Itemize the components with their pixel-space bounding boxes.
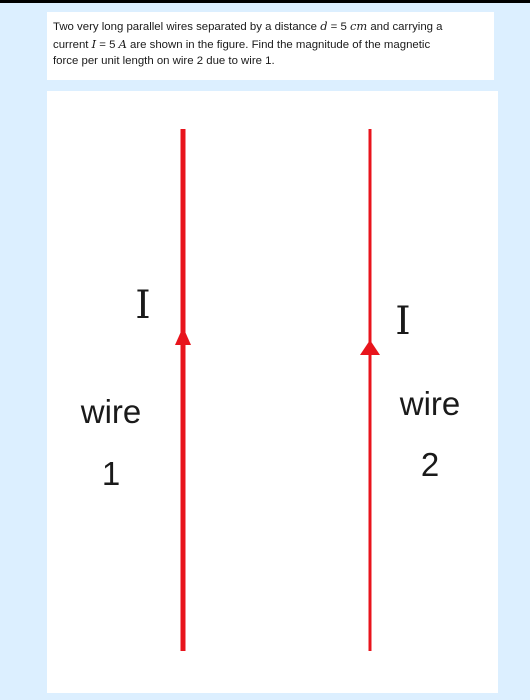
current-unit: A: [118, 36, 127, 51]
wires-figure: [47, 91, 498, 693]
wire-2-arrow-icon: [360, 340, 380, 355]
question-line-2-end: are shown in the figure. Find the magnitude of the magnetic: [126, 38, 431, 51]
question-line-1-start: Two very long parallel wires separated by a distance: [53, 21, 321, 33]
question-line-1-end: and carrying a: [367, 21, 443, 33]
question-line-2: [53, 36, 488, 54]
distance-value: 5: [340, 21, 350, 33]
wire-1-arrow-icon: [175, 327, 191, 345]
equals-sign-1: =: [327, 21, 341, 33]
question-line-2-start: current: [53, 38, 92, 51]
question-text-box: [47, 12, 494, 80]
wire-2-label-number: 2: [420, 446, 440, 483]
current-variable: I: [91, 36, 97, 51]
wire-2-current-label: I: [395, 299, 411, 344]
wire-1-current-label: I: [135, 283, 151, 328]
wire-2-label-word: wire: [399, 385, 461, 422]
question-line-3: force per unit length on wire 2 due to wire 1.: [53, 55, 275, 67]
wire-1-label-word: wire: [80, 393, 142, 430]
top-border-rule: [0, 0, 530, 3]
equals-sign-2: =: [96, 38, 110, 51]
wire-1-label-number: 1: [101, 455, 121, 492]
distance-variable: d: [320, 19, 328, 33]
distance-unit: cm: [349, 19, 368, 33]
wires-diagram: [47, 91, 498, 693]
question-line-1: [53, 18, 488, 36]
current-value: 5: [109, 38, 119, 51]
